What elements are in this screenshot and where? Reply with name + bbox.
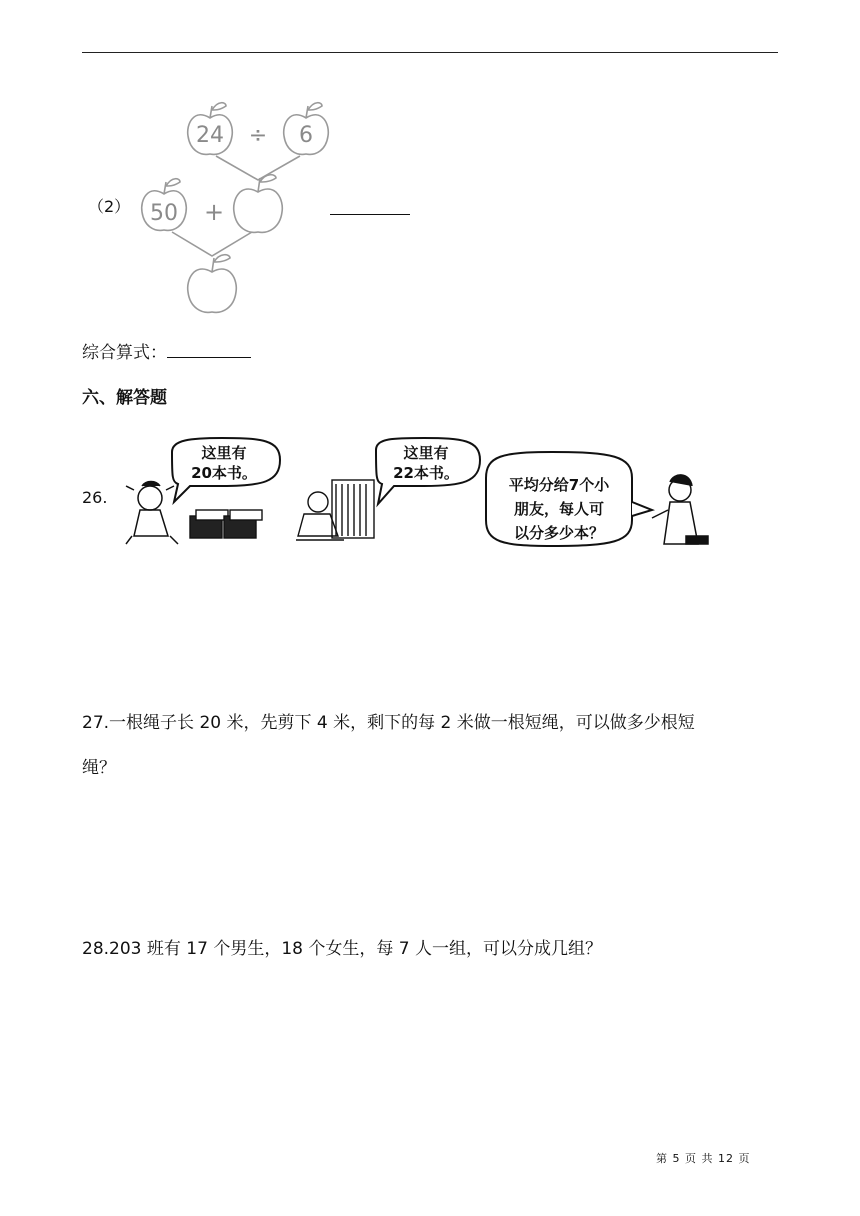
q27-line1: 27.一根绳子长 20 米，先剪下 4 米，剩下的每 2 米做一根短绳，可以做多少根短 xyxy=(82,713,695,733)
q27-line2: 绳？ xyxy=(82,758,116,778)
q26-illustration xyxy=(112,436,732,548)
apple-icon xyxy=(234,175,283,233)
answer-blank[interactable] xyxy=(330,200,410,215)
bubble3-line3: 以分多少本？ xyxy=(513,524,605,542)
q26-number: 26. xyxy=(82,488,108,507)
bubble1-line1: 这里有 xyxy=(201,444,247,462)
apple-value-6: 6 xyxy=(299,123,313,148)
apple-value-24: 24 xyxy=(196,123,224,148)
bubble1-line2: 20本书。 xyxy=(191,464,257,482)
problem-label: （2） xyxy=(88,197,131,216)
header-rule xyxy=(82,52,778,53)
bubble2-line2: 22本书。 xyxy=(393,464,459,482)
section-title: 六、解答题 xyxy=(82,388,167,408)
apple-icon xyxy=(188,255,237,313)
apple-tree-diagram xyxy=(130,90,350,325)
combined-formula-blank[interactable] xyxy=(167,343,251,358)
q28-text: 28.203 班有 17 个男生，18 个女生，每 7 人一组，可以分成几组？ xyxy=(82,939,602,959)
page-footer: 第 5 页 共 12 页 xyxy=(656,1152,751,1165)
operator-plus: + xyxy=(203,198,225,226)
girl-figure-icon xyxy=(126,482,178,545)
apple-value-50: 50 xyxy=(150,201,178,226)
bubble2-line1: 这里有 xyxy=(403,444,449,462)
bubble3-line1: 平均分给7个小 xyxy=(508,476,610,494)
boy-bookshelf-icon xyxy=(296,480,374,540)
bubble3-line2: 朋友，每人可 xyxy=(513,500,605,518)
teacher-figure-icon xyxy=(652,475,708,544)
operator-divide: ÷ xyxy=(248,123,268,148)
combined-formula xyxy=(82,342,251,364)
combined-formula-label: 综合算式： xyxy=(82,343,167,363)
book-stack-icon xyxy=(190,510,262,538)
